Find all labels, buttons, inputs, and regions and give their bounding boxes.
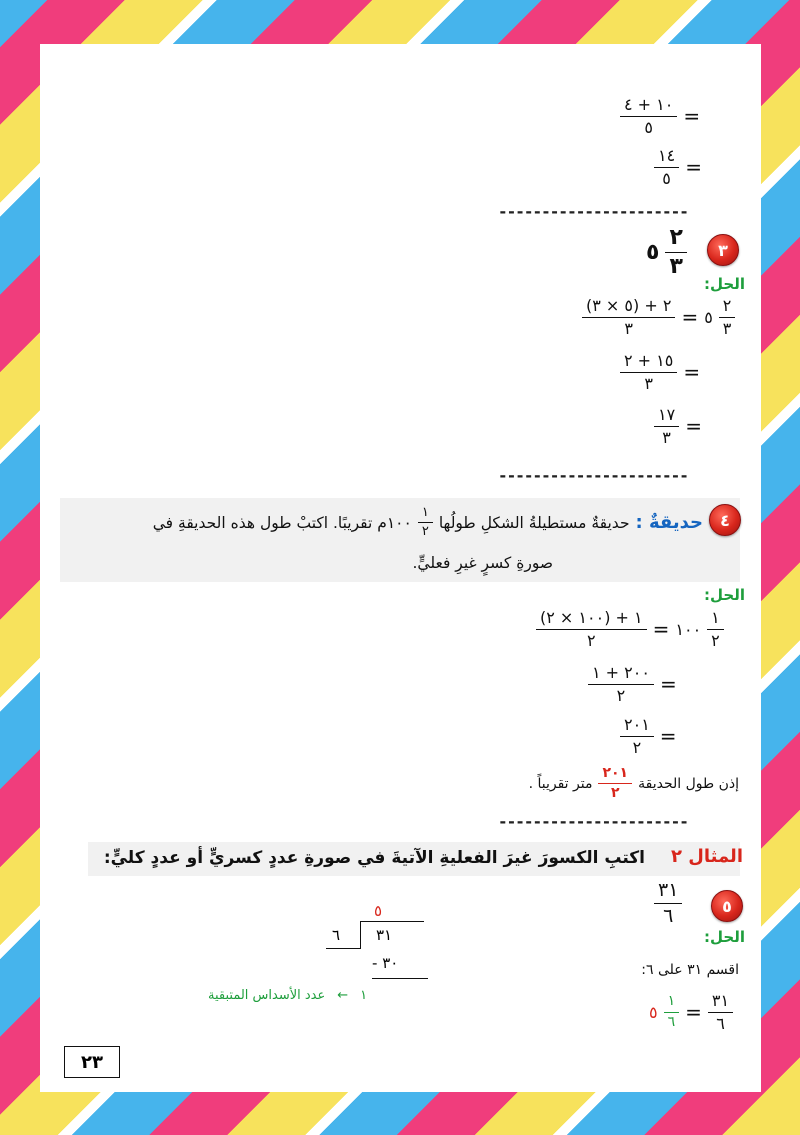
numerator: ٢ bbox=[665, 226, 686, 253]
fraction bbox=[708, 992, 733, 1032]
fraction bbox=[620, 716, 654, 756]
separator-line: ---------------------- bbox=[498, 202, 688, 221]
divisor: ٦ bbox=[332, 926, 341, 944]
numerator: ٣١ bbox=[708, 992, 733, 1013]
separator-line: ---------------------- bbox=[498, 812, 688, 831]
denominator: ٢ bbox=[587, 630, 596, 650]
dividend: ٣١ bbox=[376, 926, 393, 944]
fraction bbox=[665, 226, 686, 279]
remainder-note-row bbox=[208, 988, 367, 1003]
exercise-5-result bbox=[649, 992, 733, 1032]
numerator: (٥ × ٣) + ٢ bbox=[582, 297, 675, 318]
exercise-4-step-2 bbox=[588, 664, 677, 704]
equals-sign: = bbox=[683, 360, 701, 385]
example-label: المثال ٢ bbox=[671, 846, 743, 867]
exercise-4-text-line-2: صورةِ كسرٍ غيرِ فعليٍّ. bbox=[412, 554, 553, 572]
fraction bbox=[588, 664, 654, 704]
division-bar bbox=[360, 921, 424, 922]
denominator: ٦ bbox=[667, 1013, 676, 1030]
denominator: ٢ bbox=[611, 785, 620, 802]
division-bracket bbox=[360, 921, 361, 949]
problem-text: حديقةٌ مستطيلةُ الشكلِ طولُها bbox=[438, 513, 630, 532]
denominator: ٣ bbox=[669, 254, 683, 280]
separator-line: ---------------------- bbox=[498, 466, 688, 485]
numerator: ١٥ + ٢ bbox=[620, 352, 677, 373]
denominator: ٣ bbox=[722, 318, 732, 338]
exercise-badge: ٣ bbox=[707, 234, 739, 266]
exercise-3-step-3 bbox=[654, 406, 702, 446]
numerator: ٢٠١ bbox=[620, 716, 654, 737]
fraction bbox=[598, 766, 632, 802]
whole-number: ١٠٠ bbox=[675, 619, 702, 639]
denominator: ٢ bbox=[616, 685, 626, 705]
numerator: ٢ bbox=[719, 297, 736, 318]
denominator: ٢ bbox=[421, 524, 429, 540]
top-calc-line-2 bbox=[654, 147, 702, 187]
exercise-title: حديقةٌ : bbox=[635, 512, 703, 534]
top-calc-line-1 bbox=[620, 96, 700, 136]
remainder-note: عدد الأسداس المتبقية bbox=[208, 988, 326, 1003]
page-sheet bbox=[40, 44, 761, 1092]
fraction bbox=[418, 506, 433, 540]
denominator: ٦ bbox=[716, 1013, 725, 1033]
denominator: ٥ bbox=[662, 168, 671, 188]
divide-instruction: اقسم ٣١ على ٦: bbox=[641, 962, 739, 978]
whole-number: ٥ bbox=[704, 307, 713, 327]
page-number: ٢٣ bbox=[64, 1046, 120, 1078]
denominator: ٦ bbox=[663, 904, 674, 927]
numerator: ١٠ + ٤ bbox=[620, 96, 677, 117]
fraction bbox=[654, 147, 679, 187]
equals-sign: = bbox=[681, 305, 699, 330]
whole-number: ٥ bbox=[646, 240, 660, 266]
numerator: ٢٠٠ + ١ bbox=[588, 664, 654, 685]
numerator: ١ bbox=[664, 994, 680, 1012]
equals-sign: = bbox=[685, 1000, 702, 1025]
numerator: ٣١ bbox=[654, 880, 682, 904]
long-division bbox=[310, 902, 430, 982]
numerator: ١ bbox=[707, 609, 724, 630]
denominator: ٣ bbox=[644, 373, 653, 393]
exercise-badge: ٤ bbox=[709, 504, 741, 536]
denominator: ٥ bbox=[644, 117, 653, 137]
denominator: ٢ bbox=[632, 737, 642, 757]
numerator: ٢٠١ bbox=[598, 766, 632, 784]
example-instruction: اكتبِ الكسورَ غيرَ الفعليةِ الآتيةَ في صورةِ عددٍ كسريٍّ أو عددٍ كليٍّ: bbox=[103, 848, 645, 868]
subtraction-line: ٣٠ - bbox=[372, 954, 399, 972]
solution-label: الحل: bbox=[704, 275, 745, 293]
remainder: ١ bbox=[360, 988, 368, 1003]
fraction bbox=[620, 96, 677, 136]
exercise-4-step-3 bbox=[620, 716, 677, 756]
fraction bbox=[719, 297, 736, 337]
equals-sign: = bbox=[685, 414, 702, 439]
numerator: ١ bbox=[418, 506, 433, 523]
equals-sign: = bbox=[683, 104, 701, 129]
equals-sign: = bbox=[652, 617, 670, 642]
conclusion-text: متر تقريباً . bbox=[528, 775, 593, 792]
quotient: ٥ bbox=[374, 902, 383, 920]
exercise-4-step-1 bbox=[536, 609, 724, 649]
exercise-3-step-1 bbox=[582, 297, 735, 337]
exercise-4-conclusion bbox=[529, 766, 739, 802]
divisor-underline bbox=[326, 948, 360, 949]
fraction bbox=[620, 352, 677, 392]
fraction bbox=[654, 880, 682, 927]
subtraction-underline bbox=[372, 978, 428, 979]
solution-label: الحل: bbox=[704, 586, 745, 604]
equals-sign: = bbox=[685, 155, 702, 180]
numerator: ١٧ bbox=[654, 406, 679, 427]
equals-sign: = bbox=[659, 724, 677, 749]
whole-number: ٥ bbox=[649, 1002, 658, 1022]
exercise-4-text-line-1 bbox=[63, 506, 703, 540]
solution-label: الحل: bbox=[704, 928, 745, 946]
conclusion-text: إذن طول الحديقة bbox=[638, 775, 739, 792]
exercise-3-problem bbox=[646, 226, 687, 279]
fraction bbox=[707, 609, 724, 649]
equals-sign: = bbox=[659, 672, 677, 697]
denominator: ٣ bbox=[624, 318, 634, 338]
denominator: ٢ bbox=[711, 630, 720, 650]
denominator: ٣ bbox=[662, 427, 671, 447]
arrow-left-icon: ← bbox=[337, 988, 349, 1003]
exercise-badge: ٥ bbox=[711, 890, 743, 922]
numerator: (١٠٠ × ٢) + ١ bbox=[536, 609, 647, 630]
exercise-5-problem bbox=[654, 880, 682, 927]
fraction bbox=[664, 994, 680, 1030]
exercise-3-step-2 bbox=[620, 352, 700, 392]
numerator: ١٤ bbox=[654, 147, 679, 168]
fraction bbox=[582, 297, 675, 337]
fraction bbox=[654, 406, 679, 446]
problem-text: ١٠٠م تقريبًا. اكتبْ طول هذه الحديقةِ في bbox=[152, 513, 412, 532]
fraction bbox=[536, 609, 647, 649]
